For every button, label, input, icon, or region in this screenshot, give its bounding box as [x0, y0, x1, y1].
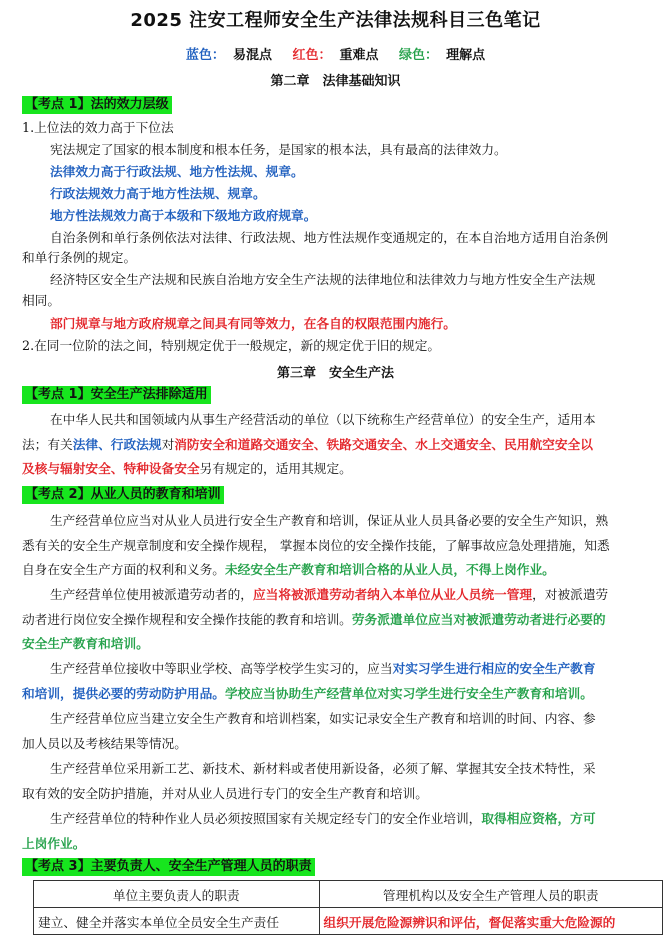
text-line: 和单行条例的规定。	[22, 250, 137, 265]
chapter-heading: 第二章 法律基础知识	[270, 74, 401, 89]
text-line: 安全生产教育和培训。	[22, 636, 149, 651]
text-line: 悉有关的安全生产规章制度和安全操作规程， 掌握本岗位的安全操作技能，了解事故应急处理措施，知悉	[22, 538, 610, 553]
table-row	[34, 908, 663, 935]
text-line: 和培训，提供必要的劳动防护用品。学校应当协助生产经营单位对实习学生进行安全生产教育和培训。	[22, 686, 593, 701]
key-point-heading: 【考点 3】主要负责人、安全生产管理人员的职责	[22, 858, 315, 876]
key-point-heading: 【考点 1】法的效力层级	[22, 96, 172, 114]
text-line: 上岗作业。	[22, 836, 86, 851]
table-header-cell: 管理机构以及安全生产管理人员的职责	[319, 881, 662, 908]
text-line: 2.在同一位阶的法之间，特别规定优于一般规定，新的规定优于旧的规定。	[22, 338, 441, 353]
duties-table	[33, 880, 663, 935]
text-line: 取有效的安全防护措施，并对从业人员进行专门的安全生产教育和培训。	[22, 786, 428, 801]
text-line: 自身在安全生产方面的权利和义务。未经安全生产教育和培训合格的从业人员，不得上岗作业。	[22, 562, 555, 577]
text-line: 生产经营单位采用新工艺、新技术、新材料或者使用新设备，必须了解、掌握其安全技术特性，采	[50, 761, 596, 776]
legend-blue: 蓝色： 易混点	[185, 48, 272, 63]
chapter-heading: 第三章 安全生产法	[276, 366, 394, 381]
text-line: 加人员以及考核结果等情况。	[22, 736, 187, 751]
table-cell: 组织开展危险源辨识和评估，督促落实重大危险源的	[319, 908, 662, 935]
text-line: 1.上位法的效力高于下位法	[22, 120, 174, 135]
legend-green: 绿色： 理解点	[399, 48, 486, 63]
text-line: 经济特区安全生产法规和民族自治地方安全生产法规的法律地位和法律效力与地方性安全生产法规	[50, 272, 596, 287]
text-line: 生产经营单位的特种作业人员必须按照国家有关规定经专门的安全作业培训，取得相应资格，方可	[50, 811, 596, 826]
text-line: 法律效力高于行政法规、地方性法规、规章。	[50, 164, 304, 179]
text-line: 及核与辐射安全、特种设备安全另有规定的，适用其规定。	[22, 461, 352, 476]
table-cell: 建立、健全并落实本单位全员安全生产责任	[34, 908, 320, 935]
table-header-cell: 单位主要负责人的职责	[34, 881, 320, 908]
text-line: 法；有关法律、行政法规对消防安全和道路交通安全、铁路交通安全、水上交通安全、民用航空安全以	[22, 437, 593, 452]
table-header-row	[34, 881, 663, 908]
text-line: 生产经营单位应当对从业人员进行安全生产教育和培训，保证从业人员具备必要的安全生产知识，熟	[50, 513, 609, 528]
key-point-heading: 【考点 1】安全生产法排除适用	[22, 386, 211, 404]
text-line: 动者进行岗位安全操作规程和安全操作技能的教育和培训。劳务派遣单位应当对被派遣劳动者进行必要的	[22, 612, 606, 627]
text-line: 自治条例和单行条例依法对法律、行政法规、地方性法规作变通规定的，在本自治地方适用自治条例	[50, 230, 609, 245]
page-title: 2025 注安工程师安全生产法律法规科目三色笔记	[130, 10, 541, 31]
text-line: 地方性法规效力高于本级和下级地方政府规章。	[50, 208, 317, 223]
text-line: 生产经营单位使用被派遣劳动者的，应当将被派遣劳动者纳入本单位从业人员统一管理，对被派遣劳	[50, 587, 609, 602]
text-line: 在中华人民共和国领域内从事生产经营活动的单位（以下统称生产经营单位）的安全生产，适用本	[50, 412, 596, 427]
text-line: 宪法规定了国家的根本制度和根本任务，是国家的根本法，具有最高的法律效力。	[50, 142, 507, 157]
key-point-heading: 【考点 2】从业人员的教育和培训	[22, 486, 224, 504]
legend-red: 红色： 重难点	[292, 48, 379, 63]
color-legend	[0, 44, 671, 63]
text-line: 生产经营单位接收中等职业学校、高等学校学生实习的，应当对实习学生进行相应的安全生产教育	[50, 661, 596, 676]
text-line: 部门规章与地方政府规章之间具有同等效力，在各自的权限范围内施行。	[50, 316, 456, 331]
text-line: 生产经营单位应当建立安全生产教育和培训档案，如实记录安全生产教育和培训的时间、内容、参	[50, 711, 596, 726]
text-line: 相同。	[22, 293, 61, 308]
text-line: 行政法规效力高于地方性法规、规章。	[50, 186, 266, 201]
